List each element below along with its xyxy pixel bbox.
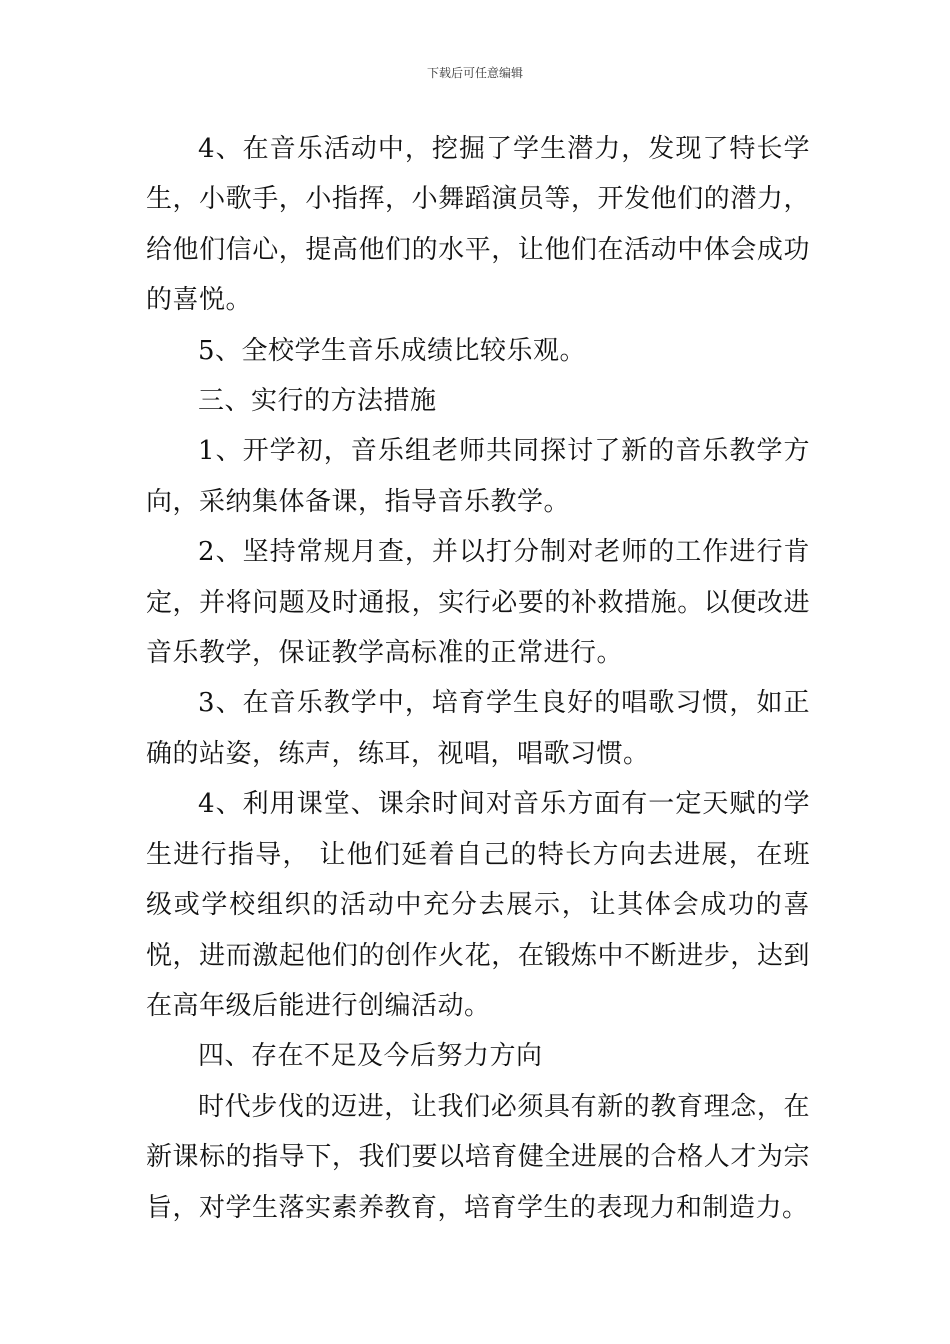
paragraph-method-2: 2、坚持常规月查，并以打分制对老师的工作进行肯定，并将问题及时通报，实行必要的补救措施。以便改进音乐教学，保证教学高标准的正常进行。 [146,537,810,669]
page-header: 下载后可任意编辑 [426,66,523,80]
section-heading-shortcomings: 四、存在不足及今后努力方向 [198,1041,543,1072]
paragraph-achievement-4: 4、在音乐活动中，挖掘了学生潜力，发现了特长学生，小歌手，小指挥，小舞蹈演员等，开发他们的潜力，给他们信心，提高他们的水平，让他们在活动中体会成功的喜悦。 [146,134,810,316]
paragraph-method-3: 3、在音乐教学中，培育学生良好的唱歌习惯，如正确的站姿，练声，练耳，视唱，唱歌习惯。 [146,688,810,769]
paragraph-closing: 时代步伐的迈进，让我们必须具有新的教育理念，在新课标的指导下，我们要以培育健全进展的合格人才为宗旨，对学生落实素养教育，培育学生的表现力和制造力。 [146,1091,810,1223]
section-heading-methods: 三、实行的方法措施 [198,386,437,417]
document-body [146,124,810,1233]
paragraph-method-4: 4、利用课堂、课余时间对音乐方面有一定天赋的学生进行指导， 让他们延着自己的特长方向去进展，在班级或学校组织的活动中充分去展示，让其体会成功的喜悦，进而激起他们的创作火花，在锻炼中不断进步，达到在高年级后能进行创编活动。 [146,789,810,1021]
paragraph-achievement-5: 5、全校学生音乐成绩比较乐观。 [198,335,587,366]
paragraph-method-1: 1、开学初，音乐组老师共同探讨了新的音乐教学方向，采纳集体备课，指导音乐教学。 [146,436,810,517]
